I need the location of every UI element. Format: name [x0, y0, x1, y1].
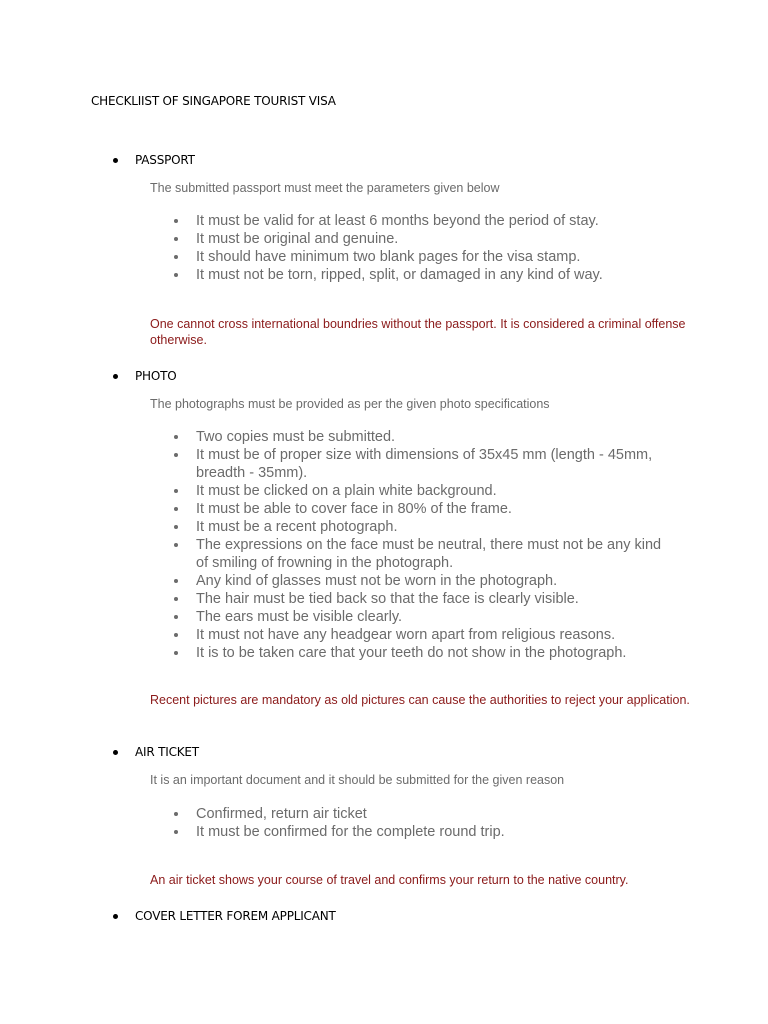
section-note-air-ticket: An air ticket shows your course of travel and confirms your return to the native country.: [150, 873, 629, 887]
bullet-icon: [174, 525, 178, 529]
bullet-icon: [174, 435, 178, 439]
list-item: It must not be torn, ripped, split, or damaged in any kind of way.: [0, 266, 676, 284]
list-item: The ears must be visible clearly.: [0, 608, 676, 626]
bullet-icon: [174, 489, 178, 493]
section-intro-photo: The photographs must be provided as per the given photo specifications: [150, 397, 550, 411]
document-title: CHECKLIIST OF SINGAPORE TOURIST VISA: [91, 94, 336, 108]
section-note-photo: Recent pictures are mandatory as old pictures can cause the authorities to reject your application.: [150, 693, 690, 707]
list-item: Confirmed, return air ticket: [0, 805, 676, 823]
list-item: It must be valid for at least 6 months beyond the period of stay.: [0, 212, 676, 230]
section-heading-label: COVER LETTER FOREM APPLICANT: [135, 909, 336, 923]
bullet-icon: [174, 812, 178, 816]
section-heading-label: PASSPORT: [135, 153, 195, 167]
bullet-icon: [113, 158, 118, 163]
bullet-icon: [174, 830, 178, 834]
bullet-icon: [113, 750, 118, 755]
air-ticket-requirements-list: [0, 805, 676, 841]
section-heading-label: PHOTO: [135, 369, 177, 383]
bullet-icon: [174, 507, 178, 511]
list-item: It must be clicked on a plain white background.: [0, 482, 676, 500]
list-item: It must be confirmed for the complete round trip.: [0, 823, 676, 841]
list-item: Any kind of glasses must not be worn in the photograph.: [0, 572, 676, 590]
list-item: It must be able to cover face in 80% of the frame.: [0, 500, 676, 518]
section-intro-air-ticket: It is an important document and it should be submitted for the given reason: [150, 773, 565, 787]
list-item: It must be of proper size with dimensions of 35x45 mm (length - 45mm, breadth - 35mm).: [0, 446, 676, 482]
bullet-icon: [174, 453, 178, 457]
section-intro-passport: The submitted passport must meet the parameters given below: [150, 181, 500, 195]
passport-requirements-list: [0, 212, 676, 284]
bullet-icon: [174, 273, 178, 277]
photo-requirements-list: [0, 428, 676, 662]
bullet-icon: [174, 597, 178, 601]
bullet-icon: [174, 579, 178, 583]
bullet-icon: [113, 374, 118, 379]
bullet-icon: [174, 633, 178, 637]
bullet-icon: [174, 651, 178, 655]
list-item: It must be original and genuine.: [0, 230, 676, 248]
bullet-icon: [113, 914, 118, 919]
bullet-icon: [174, 255, 178, 259]
list-item: It must not have any headgear worn apart from religious reasons.: [0, 626, 676, 644]
bullet-icon: [174, 543, 178, 547]
bullet-icon: [174, 615, 178, 619]
list-item: The expressions on the face must be neutral, there must not be any kind of smiling of frowning in the photograph.: [0, 536, 676, 572]
list-item: It is to be taken care that your teeth do not show in the photograph.: [0, 644, 676, 662]
list-item: It should have minimum two blank pages for the visa stamp.: [0, 248, 676, 266]
list-item: The hair must be tied back so that the face is clearly visible.: [0, 590, 676, 608]
bullet-icon: [174, 219, 178, 223]
list-item: It must be a recent photograph.: [0, 518, 676, 536]
section-note-passport: One cannot cross international boundries without the passport. It is considered a criminal offense otherwise.: [150, 317, 686, 347]
list-item: Two copies must be submitted.: [0, 428, 676, 446]
bullet-icon: [174, 237, 178, 241]
section-heading-label: AIR TICKET: [135, 745, 199, 759]
